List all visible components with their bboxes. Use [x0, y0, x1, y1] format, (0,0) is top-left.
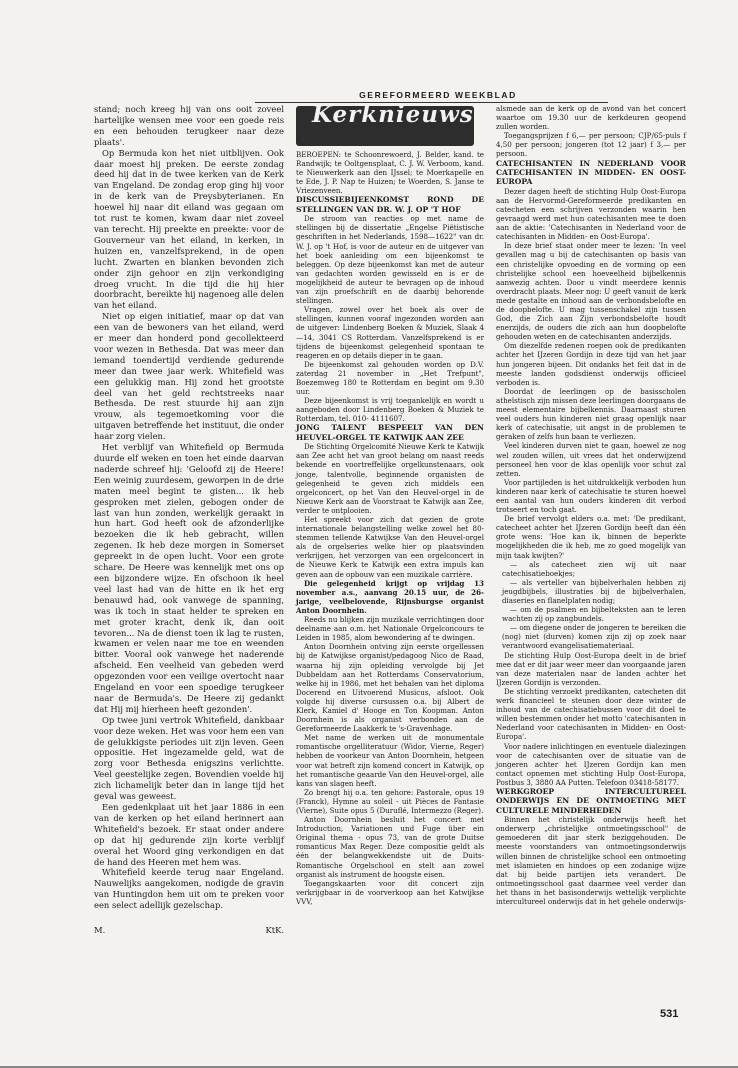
paragraph: In deze brief staat onder meer te lezen: 'In veel gevallen mag u bij de catechisanten op basis van een christelijke opvoeding en de vorming op een christelijke school een hoeveelheid bijbelkennis aanwezig achten. Door u vindt meerdere kennis overdracht plaats. Meer nog: U geeft vanuit de kerk mede gestalte en inhoud aan de verbondsbelofte en de doopbelofte. U mag tussenschakel zijn tussen God, die Zich aan Zijn verbondsbelofte houdt enerzijds, de ouders die zich aan hun doopbelofte gehouden weten en de catechisanten anderzijds.: [496, 241, 686, 342]
paragraph: Op Bermuda kon het niet uitblijven. Ook daar moest hij preken. De eerste zondag deed hij dat in de twee kerken van de Kerk van Engeland. De zondag erop ging hij voor in de kerk van de Preysbyterianen. En hoewel hij naar dit eiland was gegaan om tot rust te komen, kwam daar niet zoveel van terecht. Hij preekte en preekte: voor de Gouverneur van het eiland, in kerken, in huizen en, vanzelfsprekend, in de open lucht. Zwarten en blanken bevonden zich onder zijn gehoor en zijn verkondiging droeg vrucht. In die tijd die hij hier doorbracht, bereikte hij nagenoeg alle delen van het eiland.: [94, 147, 284, 311]
paragraph: Een gedenkplaat uit het jaar 1886 in een van de kerken op het eiland herinnert aan Whitefield's bezoek. Er staat onder andere op dat hij gedurende zijn korte verblijf overal het Woord ging verkondigen en dat de hand des Heeren met hem was.: [94, 802, 284, 867]
paragraph: Voor nadere inlichtingen en eventuele dialezingen voor de catechisanten over de situatie van de jongeren achter het IJzeren Gordijn kan men contact opnemen met stichting Hulp Oost-Europa, Postbus 3, 3880 AA Putten. Telefoon 03418-58177.: [496, 741, 686, 787]
logo-text: Kerknieuws: [312, 106, 474, 128]
paragraph: Anton Doornhein besluit het concert met Introduction, Variationen und Fuge über ein Original thema - opus 73, van de grote Duitse romanticus Max Reger. Deze compositie geldt als één der belangwekkendste uit de Duits-Romantische Orgelschool en stelt aan zowel organist als instrument de hoogste eisen.: [296, 815, 484, 879]
paragraph: stand; noch kreeg hij van ons ooit zoveel hartelijke wensen mee voor een goede reis en een behouden terugkeer naar deze plaats'.: [94, 104, 284, 147]
paragraph: De stichting verzoekt predikanten, catecheten dit werk financieel te steunen door deze winter de inhoud van de catechisatiebussen voor dit doel te willen bestemmen onder het motto 'catechisanten in Nederland voor catechisanten in Midden- en Oost-Europa'.: [496, 686, 686, 742]
paragraph: Het spreekt voor zich dat gezien de grote internationale belangstelling welke zowel het 80-stemmen tellende Katwijkse Van den Heuvel-orgel als de orgelseries welke hier op plaatsvinden verkrijgen, het verzorgen van een orgelconcert in de Nieuwe Kerk te Katwijk een extra impuls kan geven aan de opbouw van een muzikale carrière.: [296, 515, 484, 579]
section-heading: CATECHISANTEN IN NEDERLAND VOOR CATECHISANTEN IN MIDDEN- EN OOST-EUROPA: [496, 158, 686, 187]
header-rule: [255, 102, 608, 103]
paragraph: De Stichting Orgelcomité Nieuwe Kerk te Katwijk aan Zee acht het van groot belang om naast reeds bekende en voortreffelijke orgelkunstenaars, ook jonge, talentvolle, beginnende organisten de gelegenheid te geven zich middels een orgelconcert, op het Van den Heuvel-orgel in de Nieuwe Kerk aan de Voorstraat te Katwijk aan Zee, verder te ontplooien.: [296, 442, 484, 515]
kerknieuws-logo: [296, 106, 474, 146]
list-item: — als catecheet zien wij uit naar catechisatieboekjes;: [502, 559, 686, 578]
column-right: [496, 104, 686, 906]
paragraph: Toegangskaarten voor dit concert zijn verkrijgbaar in de voorverkoop aan het Katwijkse VVV,: [296, 878, 484, 906]
list-item: — om de psalmen en bijbelteksten aan te leren wachten zij op zangbundels.: [502, 605, 686, 624]
paragraph: Toegangsprijzen f 6,— per persoon; CJP/65-puls f 4,50 per persoon; jongeren (tot 12 jaar) f 3,— per persoon.: [496, 131, 686, 159]
paragraph: De brief vervolgt elders o.a. met: 'De predikant, catecheet achter het IJzeren Gordijn heeft dan één grote wens: 'Hoe kan ik, binnen de beperkte mogelijkheden die ik heb, me zo goed mogelijk van mijn taak kwijten?': [496, 514, 686, 560]
paragraph: Voor partijleden is het uitdrukkelijk verboden hun kinderen naar kerk of catechisatie te sturen hoewel een aantal van hun ouders kinderen dit verbod trotseert en toch gaat.: [496, 477, 686, 515]
beroepen-notice: BEROEPEN: te Schoonrewoerd, J. Belder, kand. te Randwijk; te Ooltgensplaat, C. J. W. Verboom, kand. te Nieuwerkerk aan den IJssel; te Moerkapelle en te Ede, J. P. Nap te Huizen; te Woerden, S. Janse te Vriezenveen.: [296, 150, 484, 196]
column-left: [94, 104, 284, 936]
list-item: — als verteller van bijbelverhalen hebben zij jeugdbijbels, illustraties bij de bijbelverhalen, diaseries en flanelplaten nodig;: [502, 577, 686, 605]
paragraph: Whitefield keerde terug naar Engeland. Nauwelijks aangekomen, nodigde de gravin van Huntingdon hem uit om te preken voor een select adellijk gezelschap.: [94, 867, 284, 911]
paragraph: Met name de werken uit de monumentale romantische orgelliteratuur (Widor, Vierne, Reger) hebben de voorkeur van Anton Doornhein, hetgeen voor wat betreft zijn komend concert in Katwijk, op het romantische geaarde Van den Heuvel-orgel, alle kans van slagen heeft.: [296, 733, 484, 788]
paragraph: Die gelegenheid krijgt op vrijdag 13 november a.s., aanvang 20.15 uur, de 26-jarige, veelbelovende, Rijnsburgse organist Anton Doornhein.: [296, 578, 484, 615]
signature-line: [94, 925, 284, 936]
paragraph: Zo brengt hij o.a. ten gehore: Pastorale, opus 19 (Franck), Hymne au soleil - uit Pièces de Fantasie (Vierne), Suite opus 5 (Duruflé, Intermezzo (Reger).: [296, 787, 484, 815]
paragraph: Dezer dagen heeft de stichting Hulp Oost-Europa aan de Hervormd-Gereformeerde predikanten en catecheten een schrijven verzonden waarin hen gevraagd werd met hun catechisanten mee te doen aan de aktie: 'Catechisanten in Nederland voor de catechisanten in Midden- en Oost-Europa'.: [496, 186, 686, 242]
paragraph: Binnen het christelijk onderwijs heeft het onderwerp „christelijke ontmoetingsschool" de gemoederen dit jaar sterk beziggehouden. De meeste voorstanders van ontmoetingsonderwijs willen binnen de christelijke school een ontmoeting met islamieten en hindoes op een zodanige wijze dat bij beide partijen iets verandert. De ontmoetingsschool gaat daarmee veel verder dan het thans in het basisonderwijs wettelijk verplichte intercultureel onderwijs dat in het gehele onderwijs-: [496, 815, 686, 907]
paragraph: Om diezelfde redenen roepen ook de predikanten achter het IJzeren Gordijn in deze tijd van het jaar hun jongeren bijeen. Dit ondanks het feit dat in de meeste landen godsdienst onderwijs officieel verboden is.: [496, 341, 686, 387]
paragraph: De bijeenkomst zal gehouden worden op D.V. zaterdag 21 november in „Het Trefpunt", Boezemweg 180 te Rotterdam en begint om 9.30 uur.: [296, 359, 484, 397]
paragraph: Vragen, zowel over het boek als over de stellingen, kunnen vooraf ingezonden worden aan de uitgever: Lindenberg Boeken & Muziek, Slaak 4—14, 3041 CS Rotterdam. Vanzelfsprekend is er tijdens de bijeenkomst gelegenheid spontaan te reageren en op details dieper in te gaan.: [296, 305, 484, 360]
column-middle: [296, 104, 484, 906]
paragraph: Op twee juni vertrok Whitefield, dankbaar voor deze weken. Het was voor hem een van de gelukkigste periodes uit zijn leven. Geen oppositie. Het ingezamelde geld, wat de zorg voor Bethesda enigszins verlichtte. Veel geestelijke zegen. Bovendien voelde hij zich lichamelijk beter dan in lange tijd het geval was geweest.: [94, 714, 284, 802]
running-header: GEREFORMEERD WEEKBLAD: [359, 90, 517, 100]
paragraph: alsmede aan de kerk op de avond van het concert waartoe om 19.30 uur de kerkdeuren geopend zullen worden.: [496, 104, 686, 132]
signature-right: KtK.: [265, 925, 284, 936]
paragraph: Niet op eigen initiatief, maar op dat van een van de bewoners van het eiland, werd er meer dan honderd pond gecollekteerd voor wezen in Bethesda. Dat was meer dan iemand toendertijd verdiende gedurende meer dan twee jaar werk. Whitefield was een gelukkig man. Hij zond het grootste deel van het geld rechtstreeks naar Bethesda. De rest stuurde hij aan zijn vrouw, als tegemoetkoming voor die uitgaven betreffende het instituut, die onder haar zorg vielen.: [94, 311, 284, 442]
paragraph: Anton Doornhein ontving zijn eerste orgellessen bij de Katwijkse organist/pedagoog Nico de Raad, waarna hij zijn opleiding vervolgde bij Jet Dubbeldam aan het Rotterdams Conservatorium, welke hij in 1986, met het behalen van het diploma Docerend en Uitvoerend Musicus, afsloot. Ook volgde hij diverse cursussen o.a. bij Albert de Klerk, Kamiel d' Hooge en Ton Koopman. Anton Doornhein is als organist verbonden aan de Gereformeerde Laakkerk te 's-Gravenhage.: [296, 642, 484, 734]
paragraph: De stichting Hulp Oost-Europa deelt in de brief mee dat er dit jaar weer meer dan voorgaande jaren van deze materialen naar de landen achter het IJzeren Gordijn is verzonden.: [496, 650, 686, 687]
list-item: — om diegene onder de jongeren te bereiken die (nog) niet (durven) komen zijn zij op zoek naar verantwoord evangelisatiemateriaal.: [502, 623, 687, 651]
paragraph: Doordat de leerlingen op de basisscholen atheïstisch zijn missen deze leerlingen doorgaans de meest elementaire bijbelkennis. Daarnaast sturen veel ouders hun kinderen niet graag openlijk naar kerk of catechisatie, uit angst in de problemen te geraken of zelfs hun baan te verliezen.: [496, 386, 686, 442]
section-heading: DISCUSSIEBIJEENKOMST ROND DE STELLINGEN VAN DR. W. J. OP 'T HOF: [296, 195, 484, 214]
section-heading: WERKGROEP INTERCULTUREEL ONDERWIJS EN DE ONTMOETING MET CULTURELE MINDERHEDEN: [496, 786, 686, 815]
paragraph: De stroom van reacties op met name de stellingen bij de dissertatie „Engelse Piëtistische geschriften in het Nederlands, 1598—1622" van dr. W. J. op 't Hof, is voor de auteur en de uitgever van het boek aanleiding om een bijeenkomst te beleggen. Op deze bijeenkomst kan met de auteur van gedachten worden gewisseld en is er de mogelijkheid de auteur te bevragen op de inhoud van zijn proefschrift en de daarbij behorende stellingen.: [296, 214, 484, 306]
paragraph: Deze bijeenkomst is vrij toegankelijk en wordt u aangeboden door Lindenberg Boeken & Muziek te Rotterdam, tel. 010- 4111607.: [296, 396, 484, 424]
paragraph: Het verblijf van Whitefield op Bermuda duurde elf weken en toen het einde daarvan naderde schreef hij: 'Geloofd zij de Heere! Een weinig zuurdesem, geworpen in de drie maten meel begint te gisten... ik heb gesproken met zielen, gebogen onder de last van hun zonden, werkelijk geraakt in hun hart. God heeft ook de afzonderlijke bezoeken die ik heb gebracht, willen zegenen. Ik heb deze morgen in Somerset gepreekt in de open lucht. Voor een grote schare. De Heere was kennelijk met ons op een bijzondere wijze. En ofschoon ik heel veel last had van de hitte en ik het erg benauwd had, ook vanwege de spanning, was ik toch in staat helder te spreken en met groter kracht, denk ik, dan ooit tevoren... Na de dienst toen ik lag te rusten, kwamen er velen naar me toe en weenden bitter. Vooral ook vanwege het naderende afscheid. Een veelheid van gebeden werd opgezonden voor een veilige overtocht naar Engeland en voor een spoedige terugkeer naar de Bermuda's. De Heere zij gedankt dat Hij mij hierheen heeft gezonden'.: [94, 442, 284, 714]
signature-left: M.: [94, 925, 106, 936]
paragraph: Reeds nu blijken zijn muzikale verrichtingen door deelname aan o.m. het Nationale Orgelconcours te Leiden in 1985, alom bewondering af te dwingen.: [296, 615, 484, 643]
section-heading: JONG TALENT BESPEELT VAN DEN HEUVEL-ORGEL TE KATWIJK AAN ZEE: [296, 423, 484, 442]
paragraph: Veel kinderen durven niet te gaan, hoewel ze nog wel zouden willen, uit vrees dat het onderwijzend personeel hen voor de klas openlijk voor schut zal zetten.: [496, 441, 686, 478]
page-number: 531: [660, 1008, 679, 1020]
